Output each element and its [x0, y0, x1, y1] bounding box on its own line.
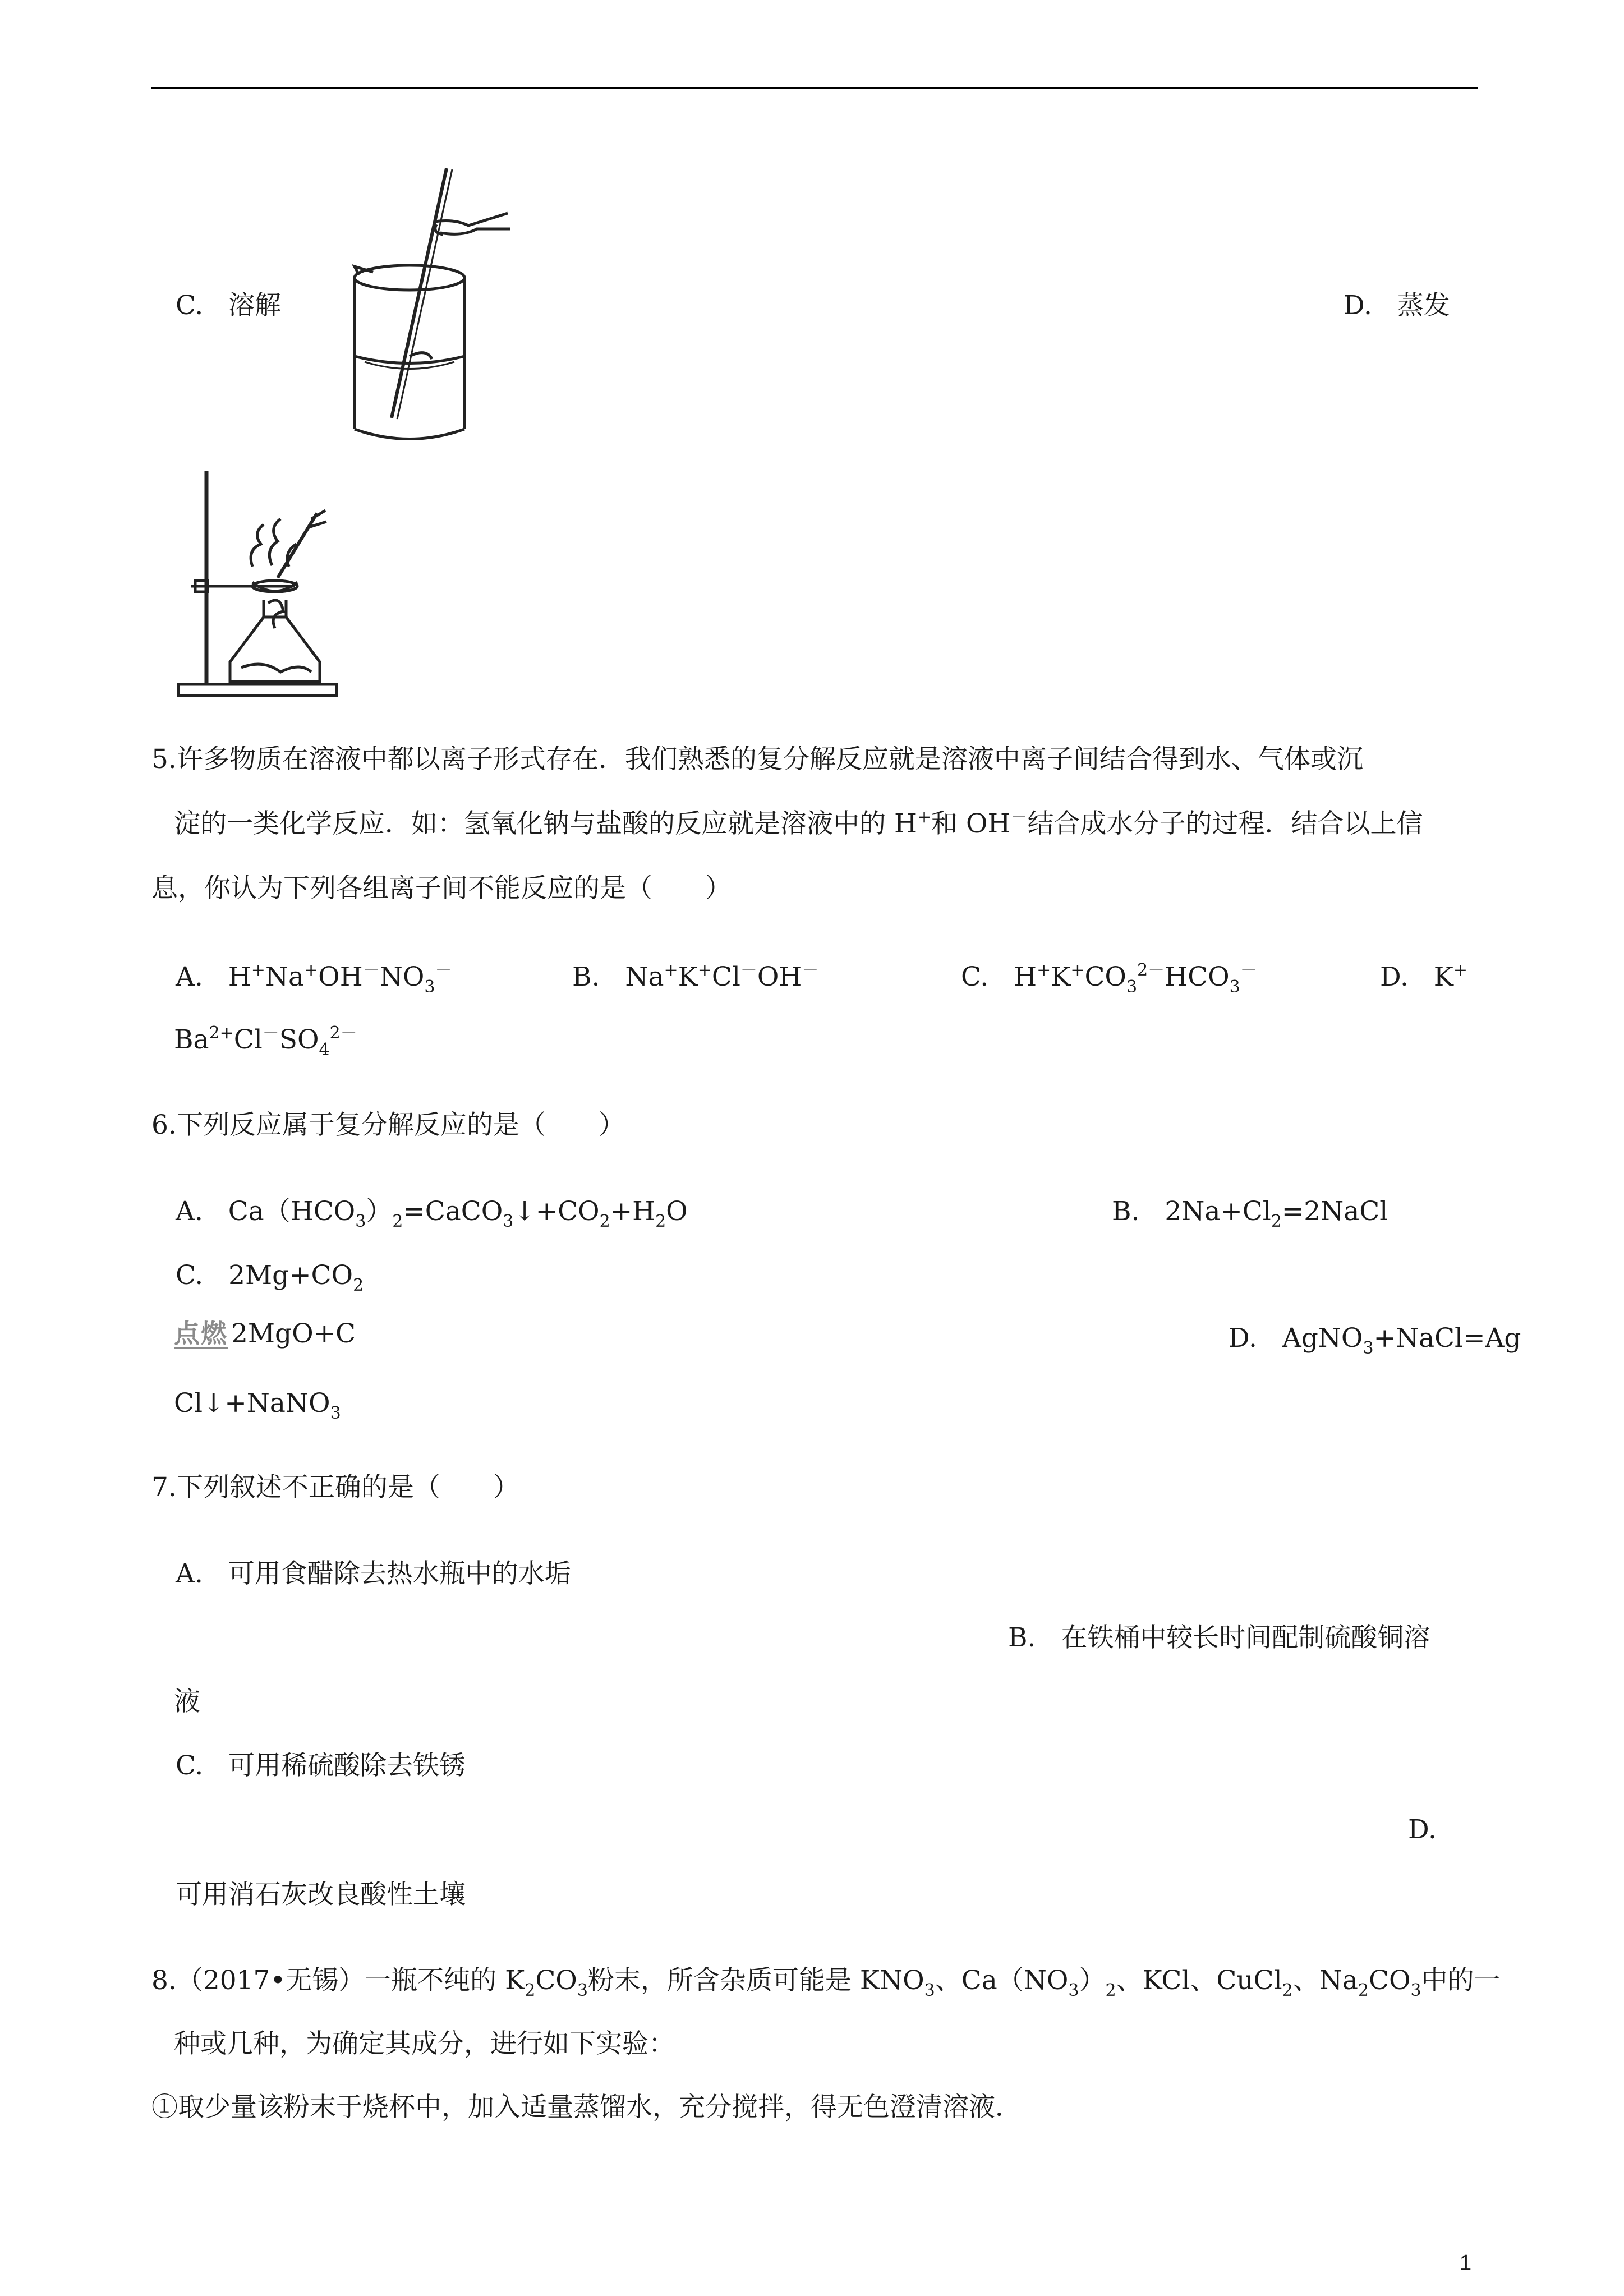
q6-option-b: B. $2Na+Cl_2=2NaCl$: [1112, 1196, 1388, 1231]
q6-stem: 6.下列反应属于复分解反应的是（ ）: [151, 1110, 625, 1140]
q6-option-d-cont: Cl↓+NaNO$_3$: [174, 1388, 341, 1423]
q8-step1: ①取少量该粉末于烧杯中，加入适量蒸馏水，充分搅拌，得无色澄清溶液．: [151, 2092, 1022, 2123]
q5-stem-line2: 淀的一类化学反应．如：氢氧化钠与盐酸的反应就是溶液中的 H+和 OH－结合成水分子的过程．结合以上信: [174, 807, 1423, 839]
q7-option-d-label: D.: [1408, 1814, 1437, 1845]
q7-option-b-cont: 液: [174, 1686, 200, 1717]
q7-option-c: C. 可用稀硫酸除去铁锈: [176, 1750, 466, 1781]
dissolving-beaker-figure: [342, 163, 516, 454]
q4-option-d: D. 蒸发: [1344, 290, 1450, 321]
q6-option-c-cont: 点燃 2MgO+C: [174, 1318, 356, 1349]
ignite-condition-stamp: 点燃: [174, 1318, 228, 1349]
q5-stem-line3: 息，你认为下列各组离子间不能反应的是（ ）: [151, 873, 732, 904]
q7-option-a: A. 可用食醋除去热水瓶中的水垢: [176, 1558, 571, 1589]
q8-stem-line1: 8.（2017•无锡）一瓶不纯的 $K_2CO_3$粉末，所含杂质可能是 $KNO_3$、$Ca(NO_3)_2$、KCl、CuCl$_2$、$Na_2CO_3$中的一: [151, 1965, 1501, 2000]
q6-option-a: A. $Ca(HCO_3)_2=CaCO_3↓+CO_2+H_2O$: [176, 1196, 688, 1231]
q4-option-c: C. 溶解: [176, 290, 282, 321]
page-number: 1: [1460, 2251, 1472, 2275]
q6-option-c: C. $2Mg+CO_2$: [176, 1260, 364, 1295]
q7-stem: 7.下列叙述不正确的是（ ）: [151, 1472, 519, 1503]
q5-stem-line1: 5.许多物质在溶液中都以离子形式存在．我们熟悉的复分解反应就是溶液中离子间结合得到水、气体或沉: [151, 744, 1363, 775]
q5-option-b: B. Na+K+Cl－OH－: [572, 960, 819, 992]
q5-option-d-cont: $Ba^{2+}Cl^-SO_4^{2-}$: [174, 1023, 357, 1060]
q5-option-d-label: D. K+: [1380, 960, 1468, 992]
q7-option-d: 可用消石灰改良酸性土壤: [176, 1879, 466, 1910]
q7-option-b: B. 在铁桶中较长时间配制硫酸铜溶: [1008, 1622, 1430, 1653]
evaporation-apparatus-figure: [168, 466, 348, 701]
q5-option-c: C. $H^+K^+CO_3^{2-}HCO_3^-$: [961, 960, 1257, 997]
q8-stem-line2: 种或几种，为确定其成分，进行如下实验：: [174, 2028, 675, 2059]
header-rule: [151, 87, 1478, 89]
q5-option-a: A. $H^+Na^+OH^-NO_3^-$: [176, 960, 452, 997]
q6-option-d: D. AgNO$_3$+NaCl=Ag: [1229, 1323, 1521, 1358]
